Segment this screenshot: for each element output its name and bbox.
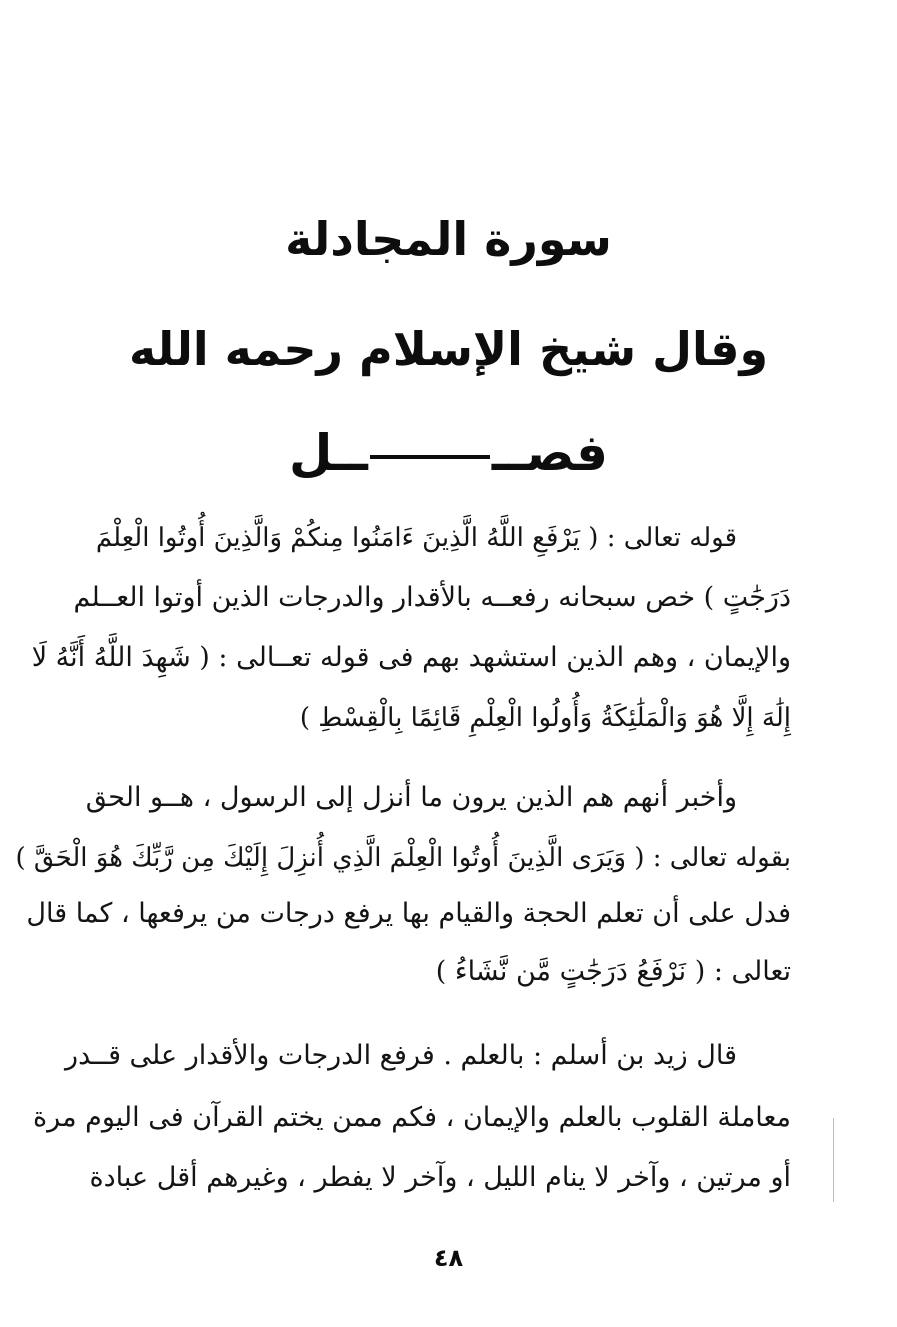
text-line-7: فدل على أن تعلم الحجة والقيام بها يرفع درجات من يرفعها ، كما قال: [26, 898, 791, 929]
section-heading: [0, 424, 897, 482]
text-line-10: معاملة القلوب بالعلم والإيمان ، فكم ممن يختم القرآن فى اليوم مرة: [33, 1102, 791, 1133]
section-heading-kashida: [370, 455, 490, 459]
chapter-subtitle: وقال شيخ الإسلام رحمه الله: [128, 322, 769, 376]
text-line-9: قال زيد بن أسلم : بالعلم . فرفع الدرجات والأقدار على قــدر: [65, 1040, 737, 1071]
page-number: ٤٨: [433, 1244, 464, 1272]
text-line-3: والإيمان ، وهم الذين استشهد بهم فى قوله تعــالى : ( شَهِدَ اللَّهُ أَنَّهُ لَا: [31, 642, 791, 673]
section-heading-start: فصــ: [491, 424, 608, 482]
text-line-8: تعالى : ( نَرْفَعُ دَرَجَٰتٍ مَّن نَّشَاءُ ): [435, 956, 791, 987]
text-line-6: بقوله تعالى : ( وَيَرَى الَّذِينَ أُوتُوا الْعِلْمَ الَّذِي أُنزِلَ إِلَيْكَ مِن رَّبِّكَ هُوَ الْحَقَّ ): [15, 843, 791, 873]
surah-title: سورة المجادلة: [285, 212, 612, 266]
text-line-1: قوله تعالى : ( يَرْفَعِ اللَّهُ الَّذِينَ ءَامَنُوا مِنكُمْ وَالَّذِينَ أُوتُوا الْعِلْمَ: [95, 523, 737, 553]
text-line-11: أو مرتين ، وآخر لا ينام الليل ، وآخر لا يفطر ، وغيرهم أقل عبادة: [89, 1162, 791, 1193]
margin-scan-mark: [833, 1118, 834, 1202]
text-line-4: إِلَٰهَ إِلَّا هُوَ وَالْمَلَٰئِكَةُ وَأُولُوا الْعِلْمِ قَائِمًا بِالْقِسْطِ ): [299, 703, 791, 733]
text-line-2: دَرَجَٰتٍ ) خص سبحانه رفعــه بالأقدار والدرجات الذين أوتوا العــلم: [73, 582, 791, 613]
text-line-5: وأخبر أنهم هم الذين يرون ما أنزل إلى الرسول ، هــو الحق: [85, 782, 737, 813]
section-heading-end: ــل: [289, 424, 368, 482]
